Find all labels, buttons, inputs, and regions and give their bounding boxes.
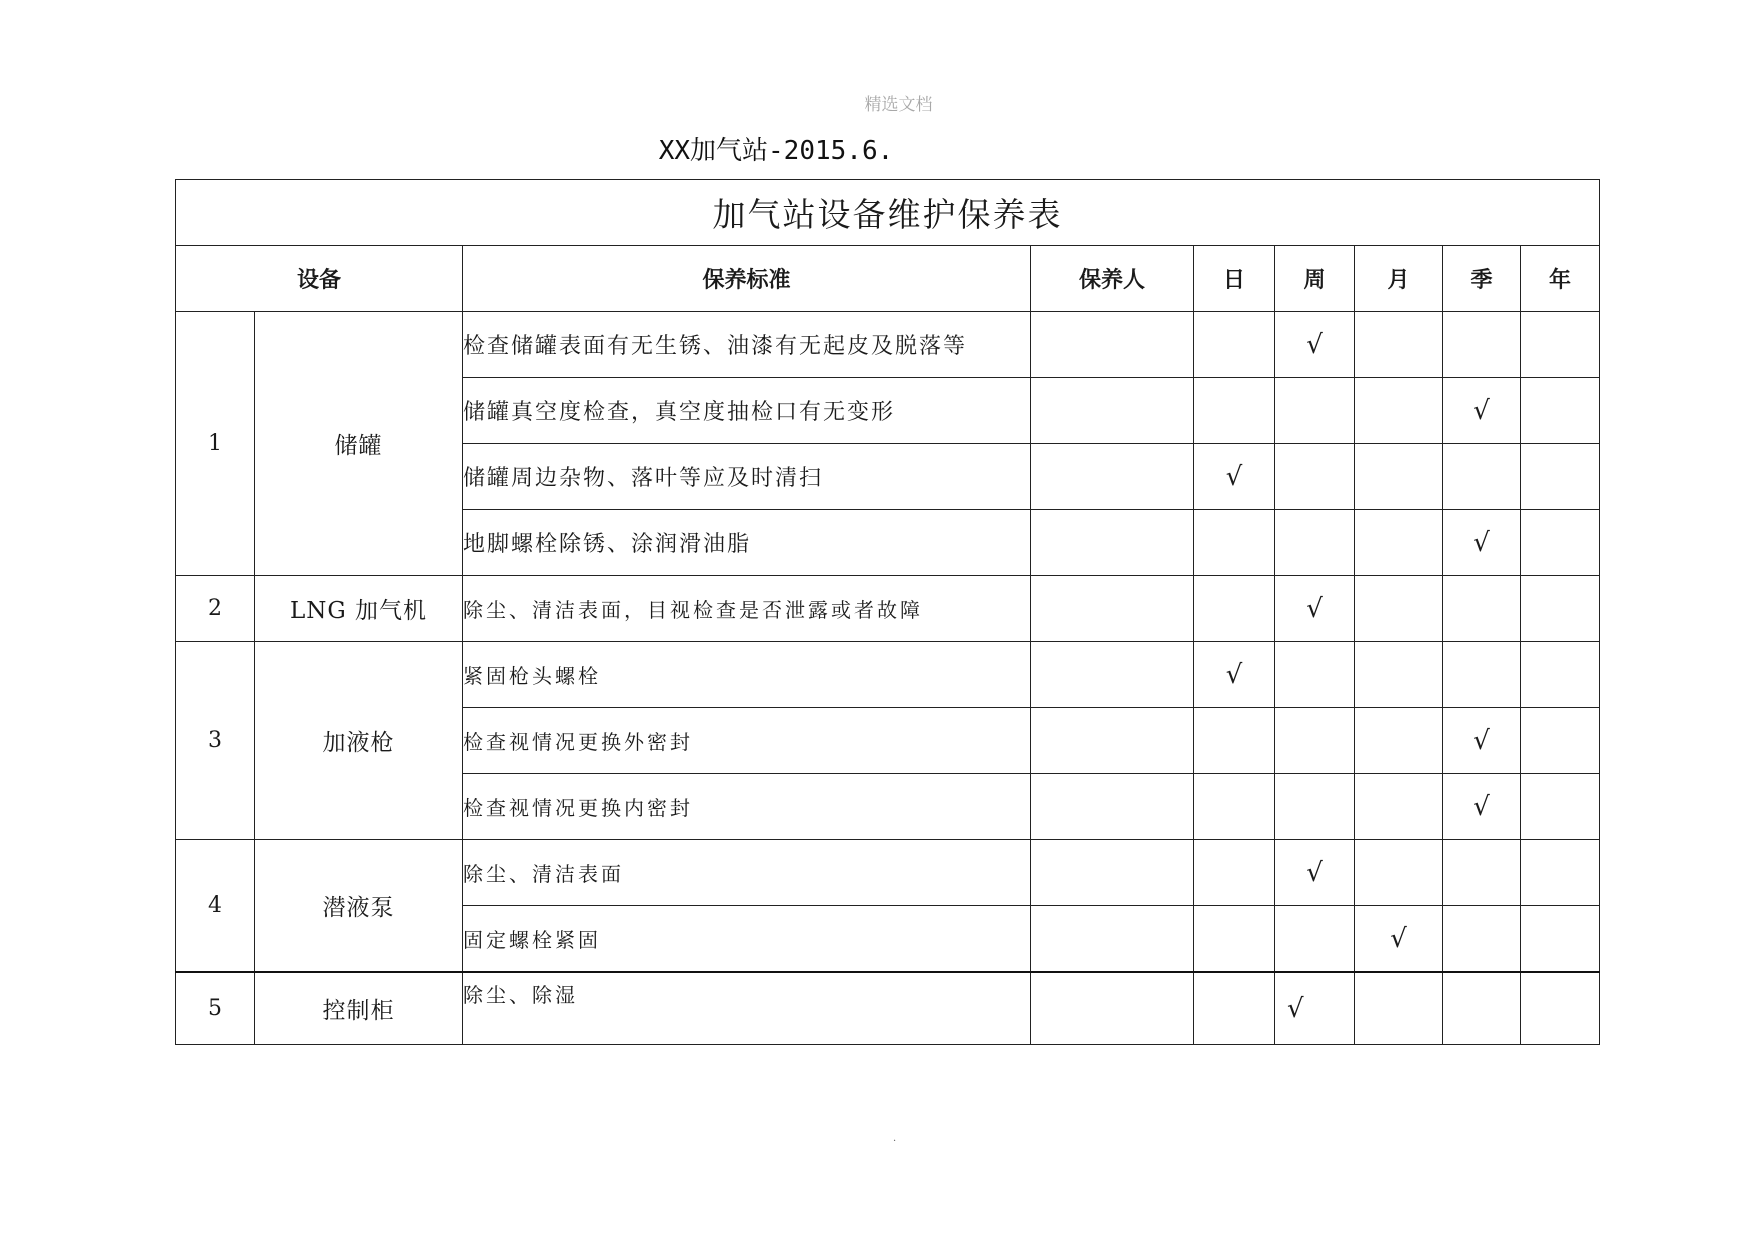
person-cell: [1031, 444, 1194, 510]
day-cell: [1194, 378, 1275, 444]
equipment-name: 控制柜: [255, 972, 463, 1045]
equipment-number: 5: [176, 972, 255, 1045]
month-cell: [1355, 774, 1443, 840]
week-cell: [1275, 906, 1355, 973]
season-cell: [1443, 444, 1521, 510]
table-row: [176, 642, 1600, 708]
equipment-number: 4: [176, 840, 255, 973]
year-cell: [1521, 510, 1600, 576]
week-cell: [1275, 510, 1355, 576]
day-cell: [1194, 906, 1275, 973]
year-cell: [1521, 312, 1600, 378]
person-cell: [1031, 972, 1194, 1045]
month-cell: [1355, 378, 1443, 444]
maintenance-standard: 检查视情况更换外密封: [463, 708, 1031, 774]
week-cell: √: [1275, 312, 1355, 378]
maintenance-standard: 除尘、除湿: [463, 972, 1031, 1045]
season-cell: √: [1443, 774, 1521, 840]
week-cell: √: [1275, 840, 1355, 906]
equipment-name: LNG 加气机: [255, 576, 463, 642]
maintenance-standard: 检查储罐表面有无生锈、油漆有无起皮及脱落等: [463, 312, 1031, 378]
table-row: [176, 312, 1600, 378]
season-cell: √: [1443, 510, 1521, 576]
week-cell: [1275, 774, 1355, 840]
year-cell: [1521, 840, 1600, 906]
equipment-number: 3: [176, 642, 255, 840]
header-year: 年: [1521, 246, 1600, 312]
season-cell: [1443, 840, 1521, 906]
table-caption: 加气站设备维护保养表: [176, 180, 1600, 246]
year-cell: [1521, 708, 1600, 774]
season-cell: [1443, 972, 1521, 1045]
month-cell: [1355, 576, 1443, 642]
header-week: 周: [1275, 246, 1355, 312]
equipment-name: 储罐: [255, 312, 463, 576]
person-cell: [1031, 576, 1194, 642]
month-cell: [1355, 972, 1443, 1045]
caption-row: [176, 180, 1600, 246]
day-cell: [1194, 576, 1275, 642]
month-cell: [1355, 444, 1443, 510]
day-cell: [1194, 708, 1275, 774]
person-cell: [1031, 774, 1194, 840]
header-month: 月: [1355, 246, 1443, 312]
header-season: 季: [1443, 246, 1521, 312]
month-cell: [1355, 840, 1443, 906]
table-row: [176, 576, 1600, 642]
season-cell: [1443, 576, 1521, 642]
maintenance-standard: 检查视情况更换内密封: [463, 774, 1031, 840]
day-cell: √: [1194, 444, 1275, 510]
person-cell: [1031, 906, 1194, 973]
day-cell: [1194, 312, 1275, 378]
week-cell: √: [1275, 576, 1355, 642]
week-cell: [1275, 378, 1355, 444]
year-cell: [1521, 378, 1600, 444]
page-marker: ·: [893, 1136, 897, 1147]
header-person: 保养人: [1031, 246, 1194, 312]
person-cell: [1031, 840, 1194, 906]
document-title: XX加气站-2015.6.: [658, 136, 894, 166]
season-cell: [1443, 906, 1521, 973]
equipment-name: 潜液泵: [255, 840, 463, 973]
watermark-text: 精选文档: [864, 95, 933, 115]
day-cell: [1194, 840, 1275, 906]
month-cell: [1355, 642, 1443, 708]
maintenance-standard: 地脚螺栓除锈、涂润滑油脂: [463, 510, 1031, 576]
person-cell: [1031, 312, 1194, 378]
person-cell: [1031, 378, 1194, 444]
table-row: [176, 972, 1600, 1045]
season-cell: √: [1443, 708, 1521, 774]
week-cell: [1275, 642, 1355, 708]
equipment-number: 2: [176, 576, 255, 642]
maintenance-standard: 储罐周边杂物、落叶等应及时清扫: [463, 444, 1031, 510]
person-cell: [1031, 708, 1194, 774]
maintenance-table: [175, 179, 1600, 1045]
month-cell: √: [1355, 906, 1443, 973]
year-cell: [1521, 972, 1600, 1045]
month-cell: [1355, 312, 1443, 378]
year-cell: [1521, 576, 1600, 642]
week-cell: √: [1275, 972, 1355, 1045]
maintenance-standard: 除尘、清洁表面，目视检查是否泄露或者故障: [463, 576, 1031, 642]
person-cell: [1031, 642, 1194, 708]
equipment-number: 1: [176, 312, 255, 576]
table-row: [176, 840, 1600, 906]
month-cell: [1355, 708, 1443, 774]
person-cell: [1031, 510, 1194, 576]
day-cell: √: [1194, 642, 1275, 708]
year-cell: [1521, 774, 1600, 840]
equipment-name: 加液枪: [255, 642, 463, 840]
maintenance-standard: 固定螺栓紧固: [463, 906, 1031, 973]
maintenance-standard: 储罐真空度检查，真空度抽检口有无变形: [463, 378, 1031, 444]
season-cell: [1443, 312, 1521, 378]
maintenance-standard: 紧固枪头螺栓: [463, 642, 1031, 708]
year-cell: [1521, 642, 1600, 708]
header-row: [176, 246, 1600, 312]
day-cell: [1194, 774, 1275, 840]
header-standard: 保养标准: [463, 246, 1031, 312]
maintenance-standard: 除尘、清洁表面: [463, 840, 1031, 906]
season-cell: √: [1443, 378, 1521, 444]
week-cell: [1275, 444, 1355, 510]
week-cell: [1275, 708, 1355, 774]
header-day: 日: [1194, 246, 1275, 312]
year-cell: [1521, 444, 1600, 510]
day-cell: [1194, 510, 1275, 576]
year-cell: [1521, 906, 1600, 973]
month-cell: [1355, 510, 1443, 576]
season-cell: [1443, 642, 1521, 708]
header-equipment: 设备: [176, 246, 463, 312]
day-cell: [1194, 972, 1275, 1045]
